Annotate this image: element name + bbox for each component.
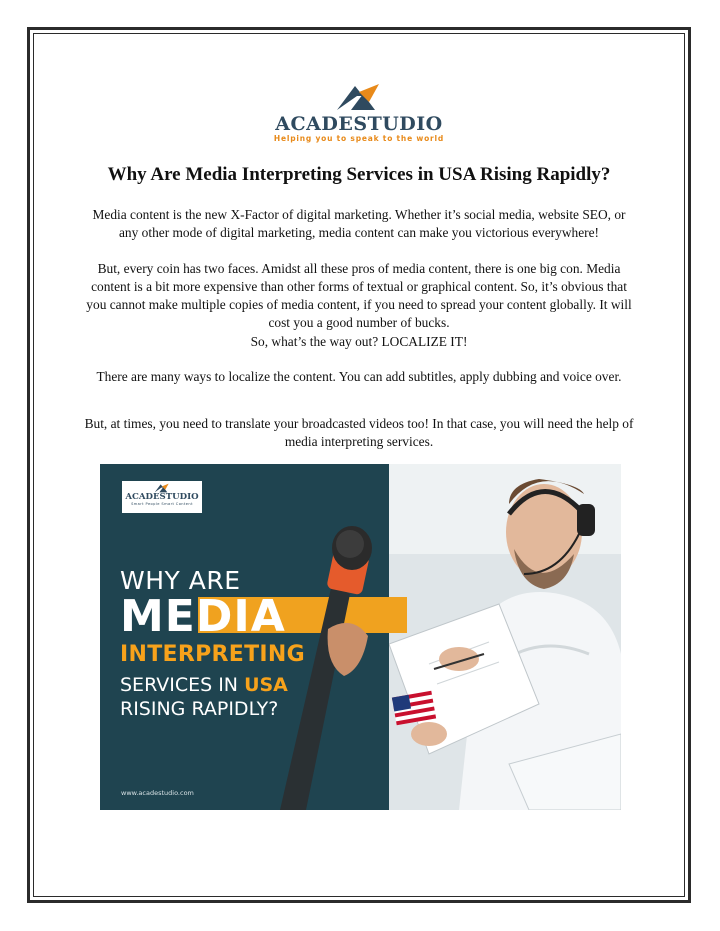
hero-logo-tagline: Smart People Smart Content (131, 502, 193, 506)
hero-line-services (120, 674, 288, 696)
hero-line-why-are: WHY ARE (120, 566, 241, 595)
hero-banner-image (100, 464, 621, 810)
paragraph-3: So, what’s the way out? LOCALIZE IT! (250, 334, 468, 349)
logo-name: ACADESTUDIO (275, 113, 443, 135)
hero-line-media: MEDIA (120, 591, 286, 642)
acadestudio-logo (34, 82, 684, 143)
hero-website-url: www.acadestudio.com (121, 789, 194, 797)
hero-logo-name: ACADESTUDIO (125, 492, 199, 502)
hero-line-rising: RISING RAPIDLY? (120, 698, 279, 720)
hero-services-text: SERVICES IN (120, 674, 245, 696)
paragraph-2: But, every coin has two faces. Amidst all these pros of media content, there is one big con. Media content is a bit more expensive than other forms of textual or graphical content. So, it’s obvious that you cannot make multiple copies of media content, if you need to spread your content globally. It will cost you a good number of bucks. (86, 261, 632, 330)
document-page (34, 34, 684, 896)
interpreter-photo (389, 464, 621, 810)
paragraph-1: Media content is the new X-Factor of digital marketing. Whether it’s social media, website SEO, or any other mode of digital marketing, media content can make you victorious everywhere! (92, 207, 626, 240)
hero-line-interpreting: INTERPRETING (120, 642, 305, 667)
logo-tagline: Helping you to speak to the world (273, 134, 445, 143)
paragraph-4: There are many ways to localize the content. You can add subtitles, apply dubbing and voice over. (96, 369, 622, 384)
paragraph-5: But, at times, you need to translate your broadcasted videos too! In that case, you will need the help of media interpreting services. (84, 416, 634, 449)
hero-usa-text: USA (244, 674, 288, 696)
interpreter-illustration (389, 464, 621, 810)
logo-mountain-icon (333, 82, 385, 112)
page-title: Why Are Media Interpreting Services in USA Rising Rapidly? (107, 164, 611, 185)
